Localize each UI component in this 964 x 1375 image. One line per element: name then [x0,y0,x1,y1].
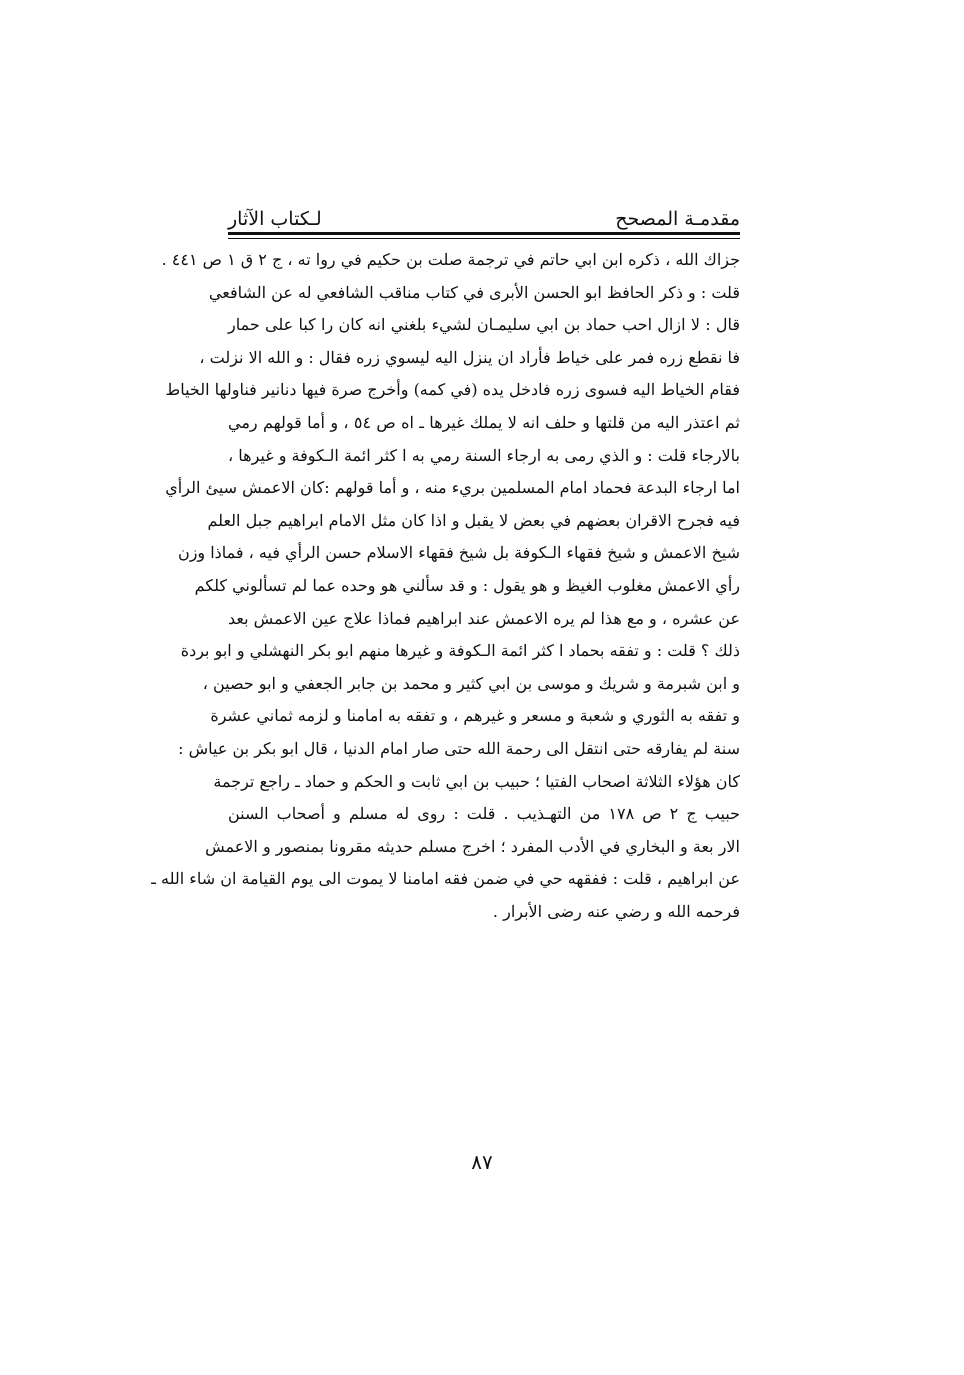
text-line: و ابن شبرمة و شريك و موسى بن ابي كثير و محمد بن جابر الجعفي و ابو حصين ، [202,673,740,693]
text-line: فا نقطع زره فمر على خياط فأراد ان ينزل اليه ليسوي زره فقال : و الله الا نزلت ، [199,347,740,367]
text-line-last: فرحمه الله و رضي عنه رضى الأبرار . [492,901,740,921]
header-rule-thick [228,232,740,235]
text-line: رأي الاعمش مغلوب الغيظ و هو يقول : و قد سألني هو وحده عما لم تسألوني كلكم [194,575,740,595]
text-line: بالارجاء قلت : و الذي رمى به ارجاء السنة رمي به ا كثر ائمة الـكوفة و غيرها ، [228,445,740,465]
text-line: شيخ الاعمش و شيخ فقهاء الـكوفة بل شيخ فقهاء الاسلام حسن الرأي فيه ، فماذا وزن [177,543,740,563]
header-rule-thin [228,238,740,239]
running-head-right: مقدمـة المصحح [615,208,740,230]
text-line: ذلك ؟ قلت : و تفقه بحماد ا كثر ائمة الـكوفة و غيرها منهم ابو بكر النهشلي و ابو بردة [180,641,740,661]
running-head-left: لـكتاب الآثار [228,208,322,230]
text-line: ثم اعتذر اليه من قلتها و حلف انه لا يملك غيرها ـ اه ص ٥٤ ، و أما قولهم رمي [228,412,741,432]
page-number: ٨٧ [471,1150,493,1174]
text-line: كان هؤلاء الثلاثة اصحاب الفتيا ؛ حبيب بن ابي ثابت و الحكم و حماد ـ راجع ترجمة [213,771,740,791]
text-line: و تفقه به الثوري و شعبة و مسعر و غيرهم ، و تفقه به امامنا و لزمه ثماني عشرة [210,706,740,726]
text-line: فيه فجرح الاقران بعضهم في بعض لا يقبل و اذا كان مثل الامام ابراهيم جبل العلم [207,510,740,530]
text-line: سنة لم يفارقه حتى انتقل الى رحمة الله حتى صار امام الدنيا ، قال ابو بكر بن عياش : [178,738,740,758]
text-line: حبيب ج ٢ ص ١٧٨ من التهـذيب . قلت : روى له مسلم و أصحاب السنن [228,804,741,824]
text-line: اما ارجاء البدعة فحماد امام المسلمين بريء منه ، و أما قولهم :كان الاعمش سيئ الرأي [165,478,740,498]
text-line: عن ابراهيم ، قلت : ففقهه حي في ضمن فقه امامنا لا يموت الى يوم القيامة ان شاء الله ـ [151,869,740,889]
body-text [151,244,741,928]
text-line: قلت : و ذكر الحافظ ابو الحسن الأبرى في كتاب مناقب الشافعي له عن الشافعي [208,282,740,302]
text-line: قال : لا ازال احب حماد بن ابي سليمـان لشيء بلغني انه كان را كبا على حمار [228,315,740,335]
text-line: الار بعة و البخاري في الأدب المفرد ؛ اخرج مسلم حديثه مقرونا بمنصور و الاعمش [205,836,740,856]
text-line: فقام الخياط اليه فسوى زره فادخل يده (في كمه) وأخرج صرة فيها دنانير فناولها الخياط [165,380,740,400]
text-line: عن عشره ، و مع هذا لم يره الاعمش عند ابراهيم فماذا علاج عين الاعمش بعد [228,608,740,628]
text-line: جزاك الله ، ذكره ابن ابي حاتم في ترجمة صلت بن حكيم في روا ته ، ج ٢ ق ١ ص ٤٤١ . [161,250,740,269]
running-head [228,196,740,230]
